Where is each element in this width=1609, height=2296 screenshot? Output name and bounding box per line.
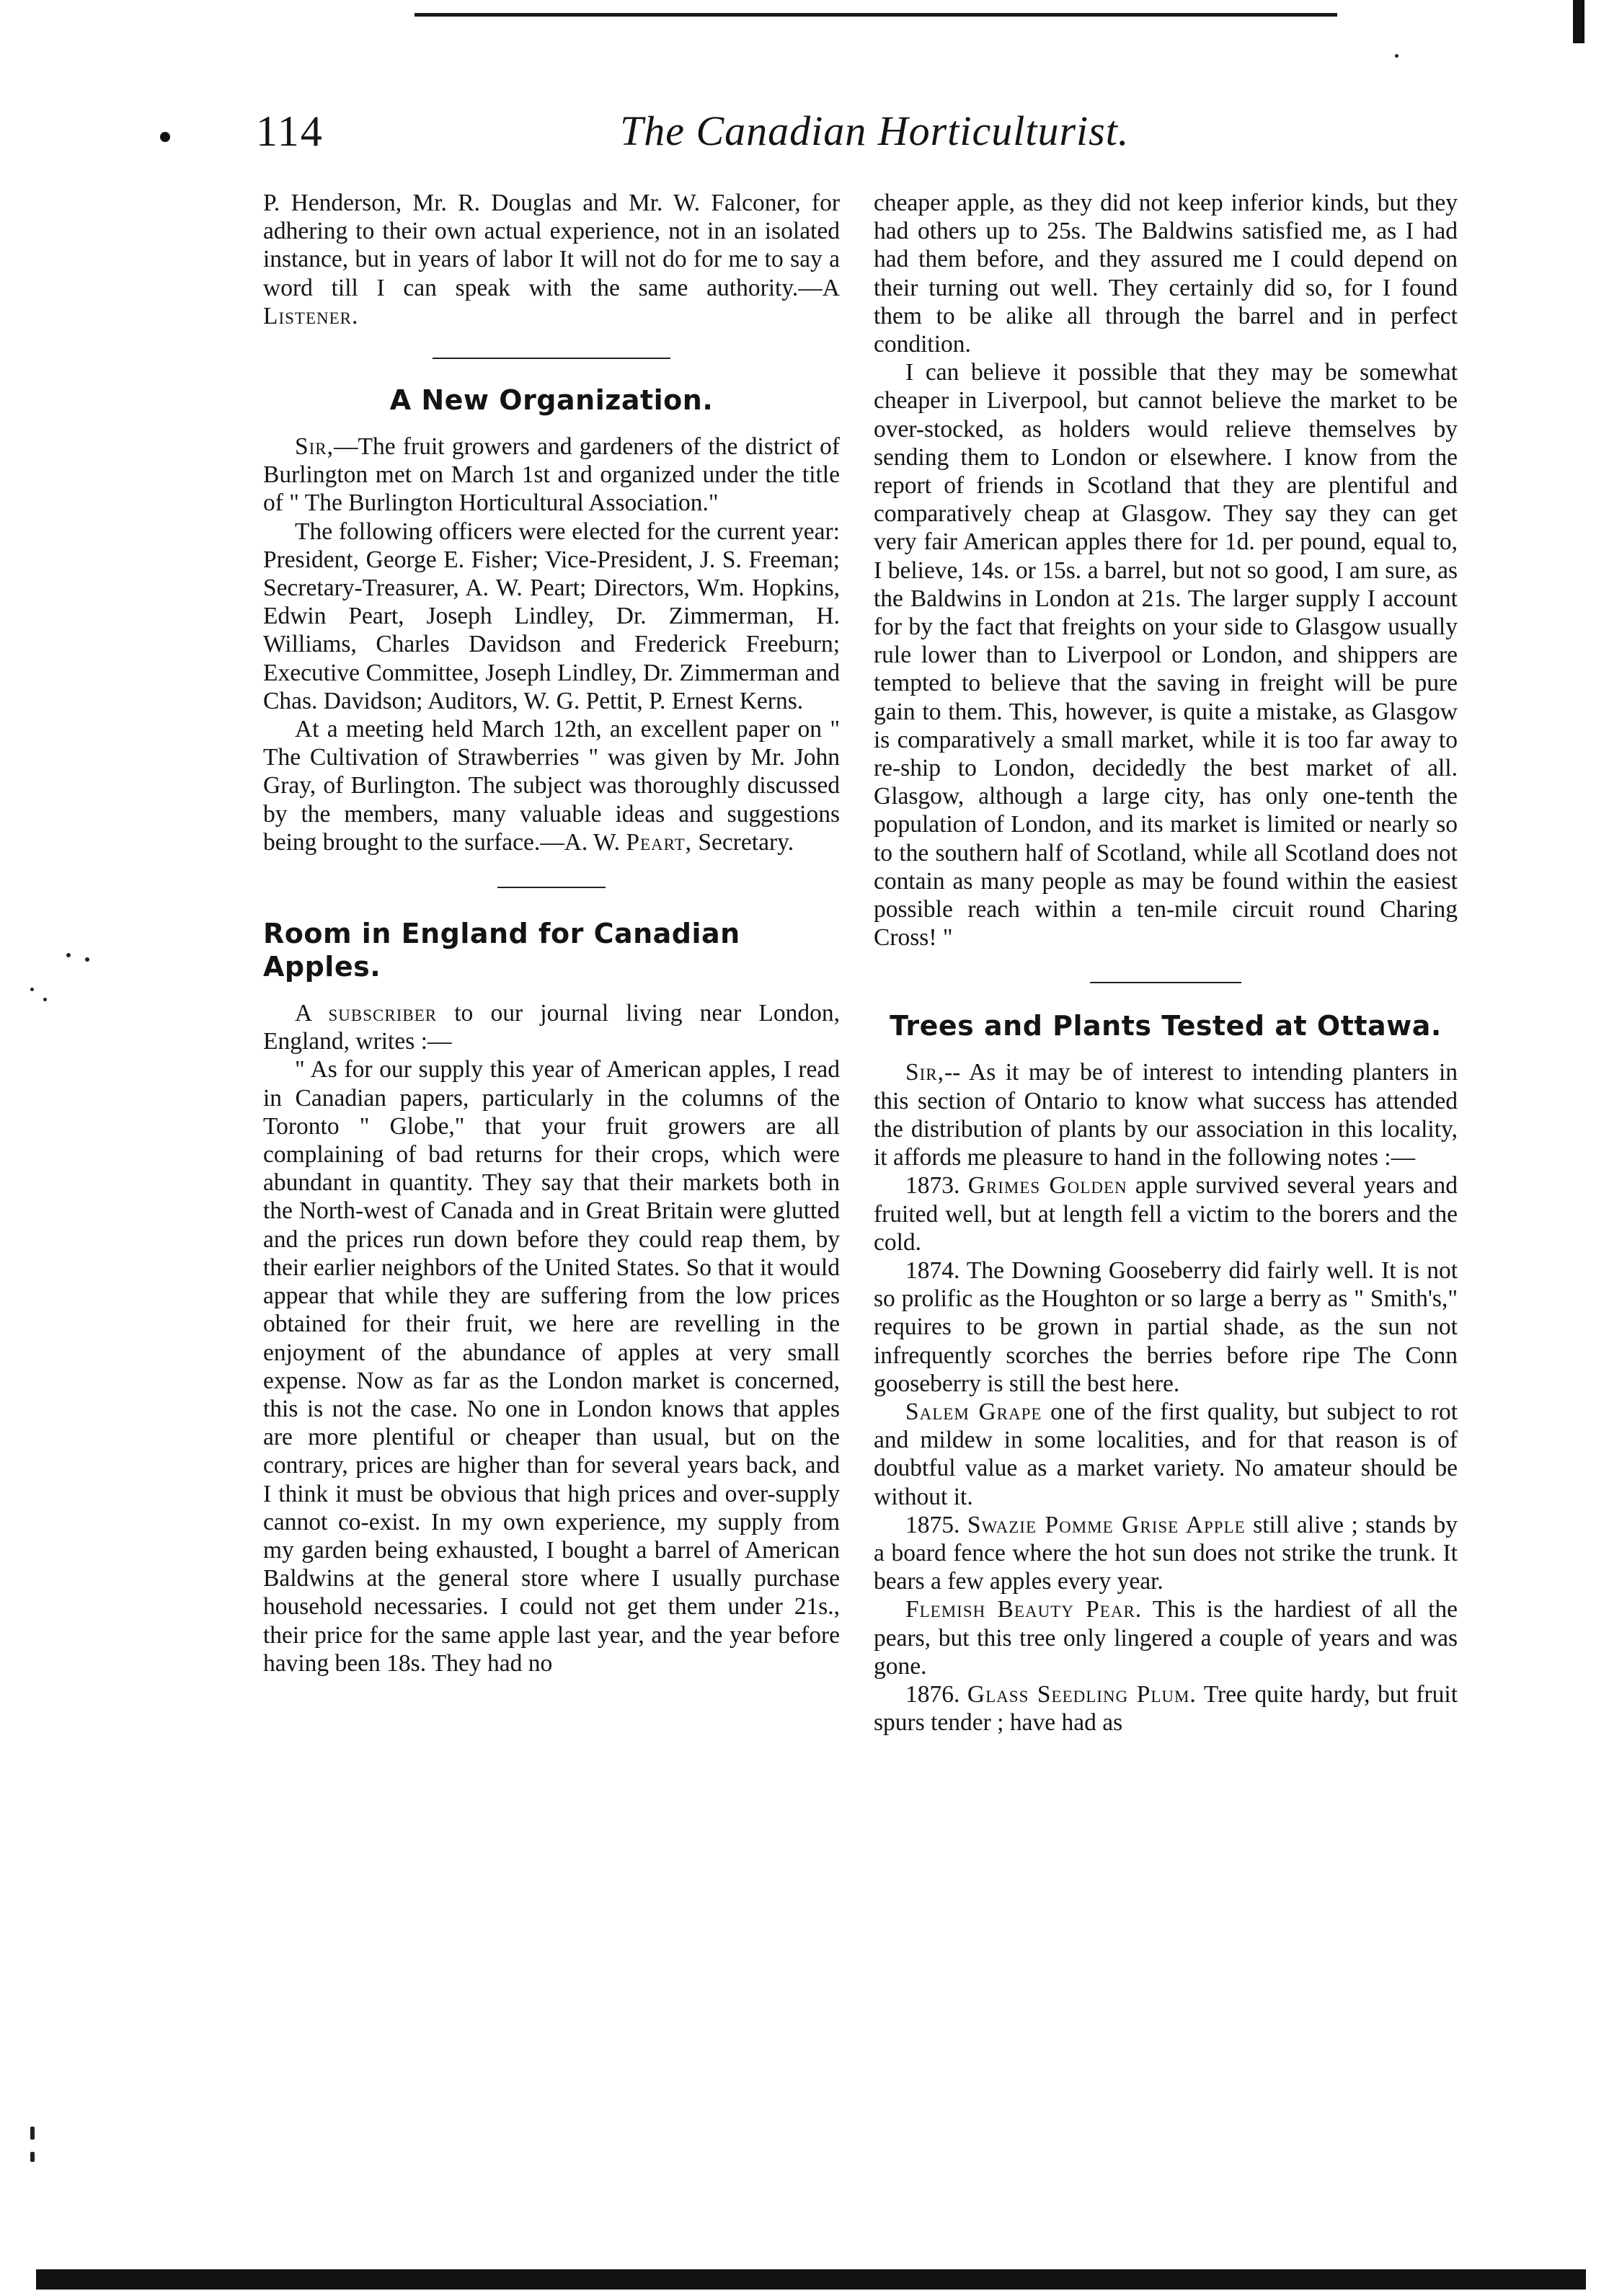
paragraph <box>874 1680 1458 1737</box>
text-run: A <box>295 1000 329 1027</box>
paragraph <box>874 1171 1458 1256</box>
small-caps-run: Flemish Beauty Pear. <box>905 1596 1143 1623</box>
edge-mark <box>1573 0 1584 43</box>
margin-speck <box>30 2127 35 2140</box>
left-paragraph-1 <box>263 189 840 330</box>
bottom-rule <box>36 2269 1586 2290</box>
signature: Peart, <box>626 828 693 856</box>
section-heading: Room in England for Canadian Apples. <box>263 918 740 983</box>
small-caps-run: Salem Grape <box>905 1398 1042 1425</box>
right-column <box>874 189 1458 1737</box>
year: 1875. <box>905 1511 960 1538</box>
text-run: to our journal living near London, England, writes :— <box>263 1000 840 1055</box>
paragraph: cheaper apple, as they did not keep inferior kinds, but they had others up to 25s. The Baldwins satisfied me, as I had had them before, and they assured me I could depend on their turning out well. They certainly did so, for I found them to be alike all through the barrel and in perfect condition. <box>874 190 1458 358</box>
margin-speck <box>85 957 89 962</box>
section-divider <box>497 887 606 888</box>
left-column <box>263 189 840 1677</box>
small-caps-run: Glass Seedling Plum. <box>967 1680 1197 1708</box>
salutation: Sir, <box>295 433 334 461</box>
text-run: apple survived several years and fruited well, but at length fell a victim to the borers and the cold. <box>874 1172 1458 1256</box>
paragraph <box>874 1058 1458 1171</box>
section-divider <box>433 358 670 359</box>
section-heading: Trees and Plants Tested at Ottawa. <box>890 1010 1442 1042</box>
year: 1873. <box>905 1172 960 1200</box>
paragraph <box>263 715 840 856</box>
text-run: -- As it may be of interest to intending planters in this section of Ontario to know what success has attended the distribution of plants by our association in this locality, it affords me pleasure to hand in the following notes :— <box>874 1059 1458 1171</box>
paragraph: " As for our supply this year of American apples, I read in Canadian papers, particularly in the columns of the Toronto " Globe," that your fruit growers are all complaining of bad returns for their crops, which were abundant in quantity. They say that their markets both in the North-west of Canada and in Great Britain were glutted and the prices run down before they could reap them, by their earlier neighbors of the United States. So that it would appear that while they are suffering from the low prices obtained for their fruit, we here are revelling in the enjoyment of the abundance of apples at very small expense. Now as far as the London market is concerned, this is not the case. No one in London knows that apples are more plentiful or cheaper than usual, but on the contrary, prices are higher than for several years back, and I think it must be obvious that high prices and over-supply cannot co-exist. In my own experience, my supply from my garden being exhausted, I bought a barrel of American Baldwins at the general store where I usually purchase household necessaries. I could not get them under 21s., their price for the same apple last year, and the year before having been 18s. They had no <box>263 1056 840 1677</box>
signature: Listener. <box>263 302 359 329</box>
text-run: —The fruit growers and gardeners of the district of Burlington met on March 1st and organized under the title of " The Burlington Horticultural Association." <box>263 433 840 517</box>
margin-speck <box>43 998 47 1001</box>
year: 1876. <box>905 1680 960 1708</box>
paragraph <box>874 1595 1458 1680</box>
text-run: Secretary. <box>692 828 794 856</box>
small-caps-run: Grimes Golden <box>967 1172 1127 1200</box>
text-run: still alive ; stands by a board fence where the hot sun does not strike the trunk. It bears a few apples every year. <box>874 1511 1458 1595</box>
paragraph: I can believe it possible that they may be somewhat cheaper in Liverpool, but cannot believe the market to be over-stocked, as holders would relieve themselves by sending them to London or elsewhere. I know from the report of friends in Scotland that they are plentiful and comparatively cheap at Glasgow. They say they can get very fair American apples there for 1d. per pound, equal to, I believe, 14s. or 15s. a barrel, but not so good, I am sure, as the Baldwins in London at 21s. The larger supply I account for by the fact that freights on your side to Glasgow usually rule lower than to Liverpool or London, and shippers are tempted to believe that the saving in freight will be pure gain to them. This, however, is quite a mistake, as Glasgow is comparatively a small market, while it is too far away to re-ship to London, decidedly the best market of all. Glasgow, although a large city, has only one-tenth the population of London, and its market is limited or nearly so to the southern half of Scotland, while all Scotland does not contain as many people as may be found within the easiest possible reach within a ten-mile circuit round Charing Cross! " <box>874 359 1458 952</box>
paragraph: The following officers were elected for the current year: President, George E. Fisher; Vice-President, J. S. Freeman; Secretary-Treasurer, A. W. Peart; Directors, Wm. Hopkins, Edwin Peart, Joseph Lindley, Dr. Zimmerman, H. Williams, Charles Davidson and Frederick Freeburn; Executive Committee, Joseph Lindley, Dr. Zimmerman and Chas. Davidson; Auditors, W. G. Pettit, P. Ernest Kerns. <box>263 518 840 714</box>
text-run: Tree quite hardy, but fruit spurs tender ; have had as <box>874 1680 1458 1737</box>
running-head: The Canadian Horticulturist. <box>620 107 1130 154</box>
paragraph <box>263 433 840 518</box>
margin-speck <box>1395 54 1399 58</box>
text-run: This is the hardiest of all the pears, but this tree only lingered a couple of years and was gone. <box>874 1596 1458 1680</box>
section-heading: A New Organization. <box>389 384 714 417</box>
paragraph <box>263 999 840 1055</box>
paragraph: 1874. The Downing Gooseberry did fairly well. It is not so prolific as the Houghton or so large a berry as " Smith's," requires to be grown in partial shade, as the sun not infrequently scorches the berries before ripe The Conn gooseberry is still the best here. <box>874 1256 1458 1397</box>
section-divider <box>1090 982 1241 983</box>
margin-bullet <box>160 132 170 142</box>
margin-speck <box>66 953 71 957</box>
paragraph <box>874 1398 1458 1511</box>
text-run: At a meeting held March 12th, an excellent paper on " The Cultivation of Strawberries " was given by Mr. John Gray, of Burlington. The subject was thoroughly discussed by the members, many valuable ideas and suggestions being brought to the surface.—A. W. <box>263 716 840 856</box>
salutation: Sir, <box>905 1059 945 1086</box>
paragraph <box>874 1511 1458 1596</box>
text-run: P. Henderson, Mr. R. Douglas and Mr. W. Falconer, for adhering to their own actual experience, not in an isolated instance, but in years of labor It will not do for me to say a word till I can speak with the same authority.—A <box>263 190 840 301</box>
small-caps-run: Swazie Pomme Grise Apple <box>967 1511 1246 1538</box>
margin-speck <box>30 988 34 991</box>
top-rule <box>415 13 1337 17</box>
text-run: one of the first quality, but subject to rot and mildew in some localities, and for that reason is of doubtful value as a market variety. No amateur should be without it. <box>874 1398 1458 1510</box>
margin-speck <box>30 2152 35 2162</box>
small-caps-run: subscriber <box>328 1000 438 1027</box>
page-number: 114 <box>256 107 324 155</box>
